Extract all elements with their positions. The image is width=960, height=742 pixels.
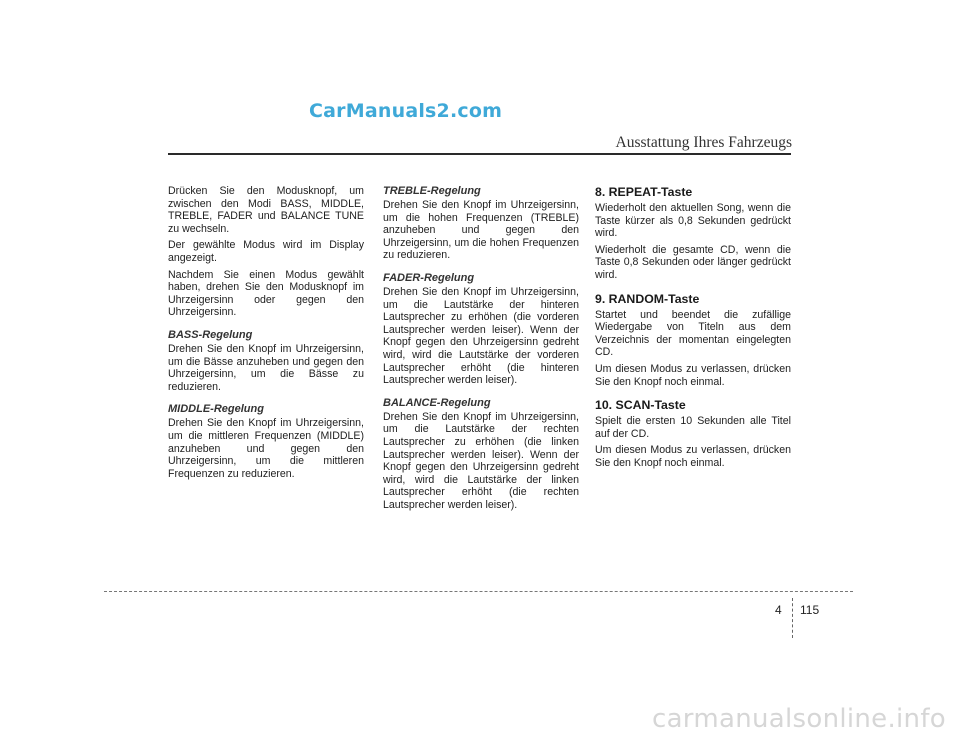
middle-text: Drehen Sie den Knopf im Uhrzeigersinn, um die mittleren Frequenzen (MIDDLE) anzuheben und gegen den Uhrzeigersinn, um die mittleren Frequenzen zu reduzieren. [168,417,364,480]
intro-paragraph-2: Der gewählte Modus wird im Display angezeigt. [168,239,364,264]
random-text-1: Startet und beendet die zufällige Wiedergabe von Titeln aus dem Verzeichnis der momentan eingelegten CD. [595,308,791,359]
page-number: 115 [800,603,820,617]
balance-text: Drehen Sie den Knopf im Uhrzeigersinn, um die Lautstärke der rechten Lautsprecher zu erhöhen (die linken Lautsprecher werden leiser). Wenn der Knopf gegen den Uhrzeigersinn gedreht wird, wird die Lautstärke der linken Lautsprecher erhöht (die rechten Lautsprecher werden leiser). [383,410,579,511]
section-title: Ausstattung Ihres Fahrzeugs [615,134,792,151]
intro-paragraph-3: Nachdem Sie einen Modus gewählt haben, drehen Sie den Modusknopf im Uhrzeigersinn oder gegen den Uhrzeigersinn. [168,268,364,319]
scan-text-2: Um diesen Modus zu verlassen, drücken Sie den Knopf noch einmal. [595,444,791,469]
bass-text: Drehen Sie den Knopf im Uhrzeigersinn, um die Bässe anzuheben und gegen den Uhrzeigersinn, um die Bässe zu reduzieren. [168,342,364,393]
watermark-carmanuals2: CarManuals2.com [309,100,503,122]
header-divider [168,153,791,155]
repeat-heading: 8. REPEAT-Taste [595,185,693,199]
column-3 [595,185,791,474]
column-1 [168,185,364,484]
random-text-2: Um diesen Modus zu verlassen, drücken Sie den Knopf noch einmal. [595,362,791,388]
random-heading: 9. RANDOM-Taste [595,291,700,306]
middle-heading: MIDDLE-Regelung [168,403,264,416]
scan-heading: 10. SCAN-Taste [595,398,686,413]
scan-text-1: Spielt die ersten 10 Sekunden alle Titel auf der CD. [595,415,791,440]
chapter-number: 4 [775,603,782,617]
column-2 [383,185,579,515]
repeat-text-1: Wiederholt den aktuellen Song, wenn die Taste kürzer als 0,8 Sekunden gedrückt wird. [595,202,791,240]
balance-heading: BALANCE-Regelung [383,396,491,409]
watermark-carmanualsonline: carmanualsonline.info [651,704,946,734]
bass-heading: BASS-Regelung [168,328,253,341]
page-number-separator [792,598,793,638]
treble-text: Drehen Sie den Knopf im Uhrzeigersinn, um die hohen Frequenzen (TREBLE) anzuheben und gegen den Uhrzeigersinn, um die hohen Frequenzen zu reduzieren. [383,199,579,262]
fader-text: Drehen Sie den Knopf im Uhrzeigersinn, um die Lautstärke der hinteren Lautsprecher zu erhöhen (die vorderen Lautsprecher werden leiser). Wenn der Knopf gegen den Uhrzeigersinn gedreht wird, wird die Lautstärke der vorderen Lautsprecher erhöht (die hinteren Lautsprecher werden leiser). [383,285,579,387]
intro-paragraph-1: Drücken Sie den Modusknopf, um zwischen den Modi BASS, MIDDLE, TREBLE, FADER und BALANCE TUNE zu wechseln. [168,185,364,235]
footer-divider [104,591,853,592]
repeat-text-2: Wiederholt die gesamte CD, wenn die Taste 0,8 Sekunden oder länger gedrückt wird. [595,243,791,281]
treble-heading: TREBLE-Regelung [383,185,481,197]
fader-heading: FADER-Regelung [383,271,475,284]
